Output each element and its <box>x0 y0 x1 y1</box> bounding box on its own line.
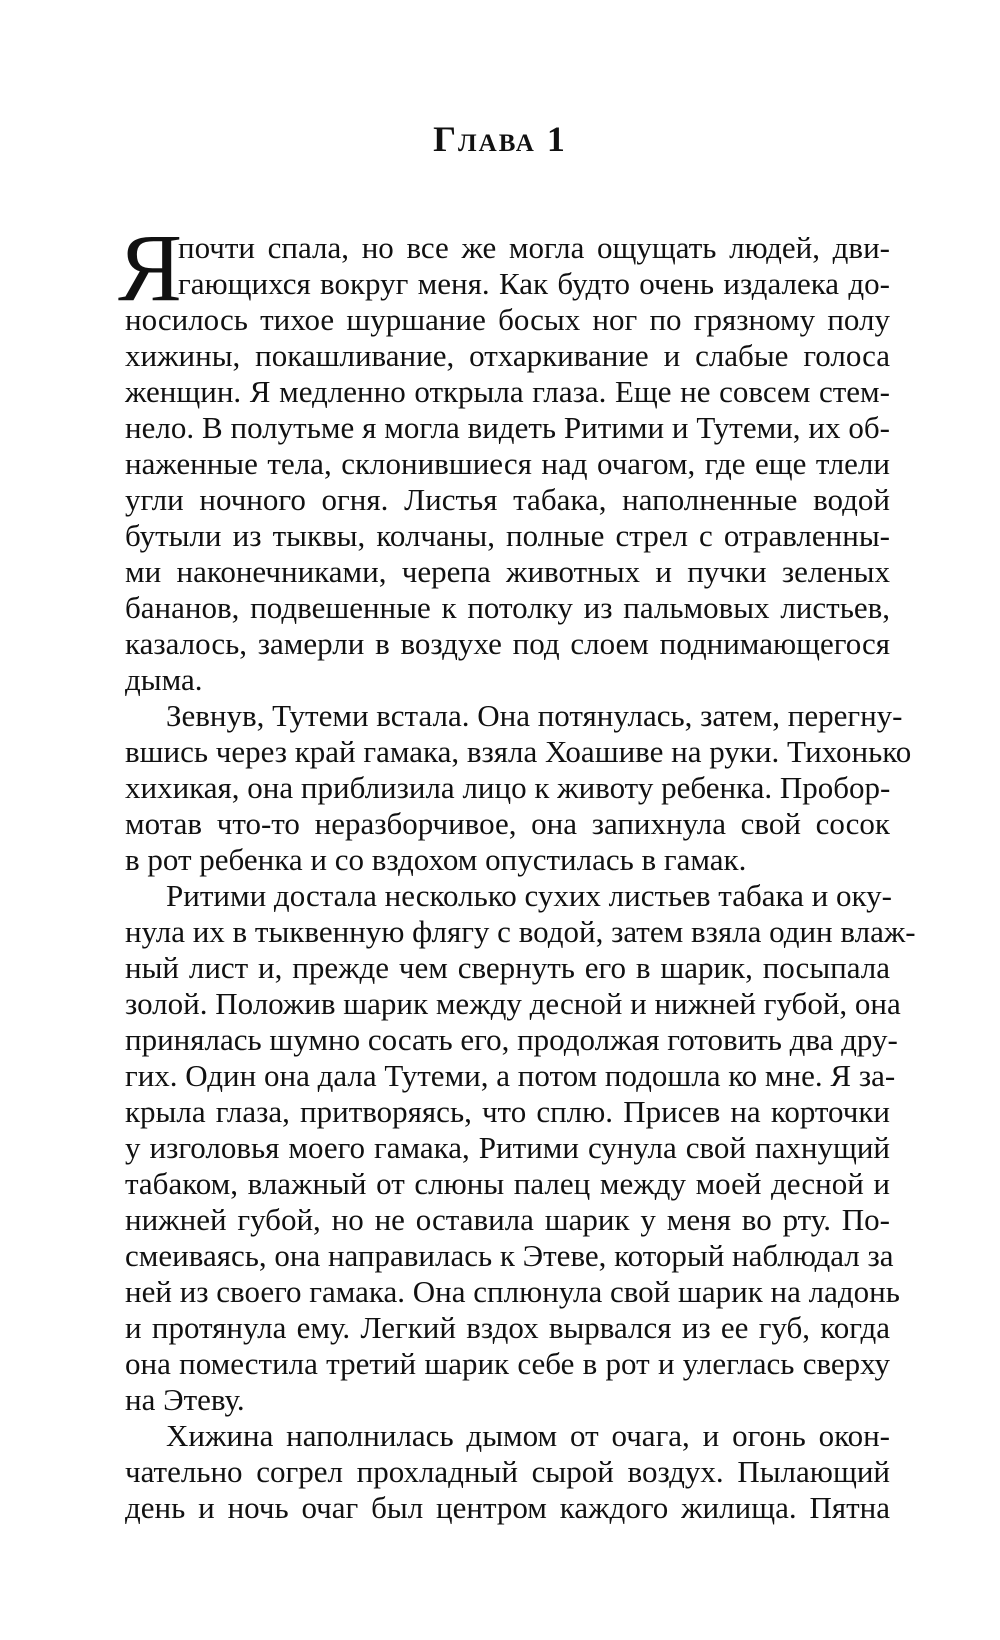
text-line: почти спала, но все же могла ощущать людей, дви- <box>178 230 890 265</box>
text-line: крыла глаза, притворяясь, что сплю. Присев на корточки <box>125 1094 890 1129</box>
text-line: нело. В полутьме я могла видеть Ритими и Тутеми, их об- <box>125 410 890 445</box>
text-line: хижины, покашливание, отхаркивание и слабые голоса <box>125 338 890 373</box>
text-line: женщин. Я медленно открыла глаза. Еще не совсем стем- <box>125 374 890 409</box>
text-line: ный лист и, прежде чем свернуть его в шарик, посыпала <box>125 950 890 985</box>
text-line: Хижина наполнилась дымом от очага, и огонь окон- <box>166 1418 890 1453</box>
text-line: у изголовья моего гамака, Ритими сунула свой пахнущий <box>125 1130 890 1165</box>
text-line: носилось тихое шуршание босых ног по грязному полу <box>125 302 890 337</box>
body-text <box>0 214 1000 1622</box>
text-line: она поместила третий шарик себе в рот и улеглась сверху <box>125 1346 890 1381</box>
chapter-title: Глава 1 <box>433 119 567 159</box>
text-line: хихикая, она приблизила лицо к животу ребенка. Пробор- <box>125 770 891 805</box>
text-line: казалось, замерли в воздухе под слоем поднимающегося <box>125 626 890 661</box>
text-line: бутыли из тыквы, колчаны, полные стрел с отравленны- <box>125 518 890 553</box>
text-line: бананов, подвешенные к потолку из пальмовых листьев, <box>125 590 890 625</box>
text-line: нула их в тыквенную флягу с водой, затем взяла один влаж- <box>125 914 916 949</box>
text-line: нижней губой, но не оставила шарик у меня во рту. По- <box>125 1202 890 1237</box>
text-line: мотав что-то неразборчивое, она запихнула свой сосок <box>125 806 890 841</box>
text-line: дыма. <box>125 662 203 697</box>
text-line: смеиваясь, она направилась к Этеве, который наблюдал за <box>125 1238 894 1273</box>
text-line: Ритими достала несколько сухих листьев табака и оку- <box>166 878 892 913</box>
text-line: и протянула ему. Легкий вздох вырвался из ее губ, когда <box>125 1310 890 1345</box>
text-line: табаком, влажный от слюны палец между моей десной и <box>125 1166 890 1201</box>
text-line: угли ночного огня. Листья табака, наполненные водой <box>125 482 890 517</box>
text-line: день и ночь очаг был центром каждого жилища. Пятна <box>125 1490 890 1525</box>
text-line: гих. Один она дала Тутеми, а потом подошла ко мне. Я за- <box>125 1058 896 1093</box>
text-line: ней из своего гамака. Она сплюнула свой шарик на ладонь <box>125 1274 900 1309</box>
text-line: чательно согрел прохладный сырой воздух. Пылающий <box>125 1454 890 1489</box>
text-line: в рот ребенка и со вздохом опустилась в гамак. <box>125 842 747 877</box>
drop-cap: Я <box>118 214 183 321</box>
text-line: ми наконечниками, черепа животных и пучки зеленых <box>125 554 890 589</box>
text-line: наженные тела, склонившиеся над очагом, где еще тлели <box>125 446 890 481</box>
text-line: принялась шумно сосать его, продолжая готовить два дру- <box>125 1022 898 1057</box>
text-line: вшись через край гамака, взяла Хоашиве на руки. Тихонько <box>125 734 912 769</box>
text-line: золой. Положив шарик между десной и нижней губой, она <box>125 986 901 1021</box>
text-line: на Этеву. <box>125 1382 245 1417</box>
text-line: Зевнув, Тутеми встала. Она потянулась, затем, перегну- <box>166 698 903 733</box>
text-line: гающихся вокруг меня. Как будто очень издалека до- <box>178 266 890 301</box>
